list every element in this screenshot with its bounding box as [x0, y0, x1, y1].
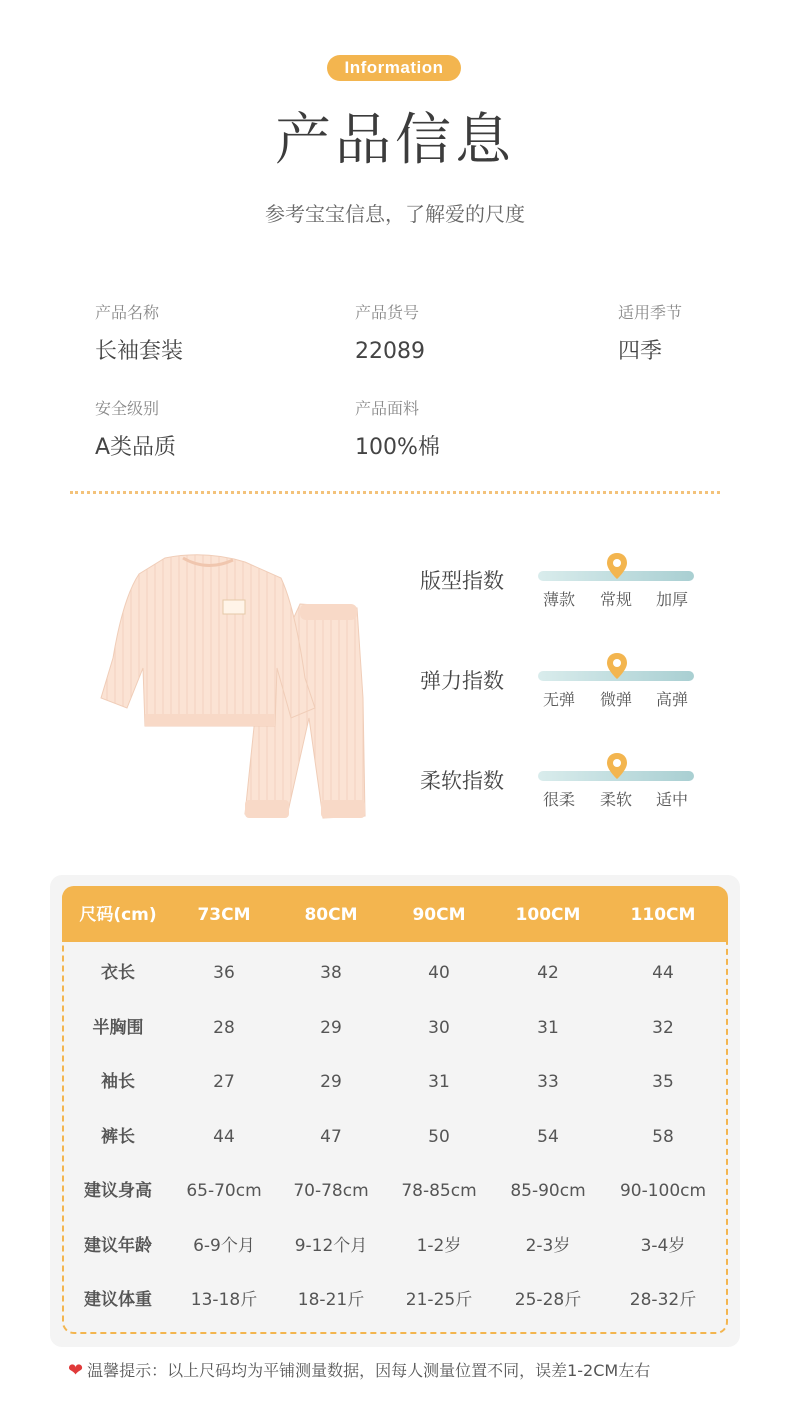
info-label-safety: 安全级别 — [95, 399, 160, 418]
table-cell: 85-90cm — [510, 1181, 586, 1201]
table-cell: 21-25斤 — [405, 1290, 473, 1310]
size-header-label: 尺码(cm) — [79, 905, 157, 925]
information-badge: Information — [327, 55, 461, 81]
table-cell: 50 — [428, 1127, 450, 1147]
info-label-name: 产品名称 — [95, 303, 160, 322]
size-header-80cm: 80CM — [304, 905, 358, 925]
index-softness-tick-high: 适中 — [655, 790, 688, 809]
table-cell: 9-12个月 — [294, 1236, 368, 1256]
page-title: 产品信息 — [275, 108, 515, 173]
table-cell: 28-32斤 — [629, 1290, 697, 1310]
table-row-label: 半胸围 — [92, 1018, 144, 1038]
table-row-label: 建议身高 — [84, 1181, 152, 1201]
table-cell: 13-18斤 — [190, 1290, 258, 1310]
index-softness-tick-low: 很柔 — [542, 790, 575, 809]
table-cell: 1-2岁 — [416, 1236, 462, 1256]
index-fit-tick-mid: 常规 — [599, 590, 632, 609]
index-fit-tick-high: 加厚 — [655, 590, 688, 609]
table-cell: 58 — [652, 1127, 674, 1147]
location-pin-icon — [606, 552, 628, 580]
table-row-label: 裤长 — [101, 1127, 135, 1147]
table-cell: 3-4岁 — [640, 1236, 686, 1256]
info-value-safety: A类品质 — [95, 435, 177, 460]
info-value-sku: 22089 — [355, 339, 425, 364]
table-cell: 36 — [213, 963, 235, 983]
page-subtitle: 参考宝宝信息，了解爱的尺度 — [265, 202, 525, 226]
size-tip — [68, 1358, 650, 1384]
table-cell: 78-85cm — [401, 1181, 477, 1201]
table-cell: 54 — [537, 1127, 559, 1147]
location-pin-icon — [606, 652, 628, 680]
table-row-label: 袖长 — [101, 1072, 135, 1092]
table-cell: 2-3岁 — [525, 1236, 571, 1256]
size-header-110cm: 110CM — [630, 905, 696, 925]
index-fit-name: 版型指数 — [420, 569, 504, 593]
table-row-label: 衣长 — [101, 963, 135, 983]
table-cell: 33 — [537, 1072, 559, 1092]
heart-icon: ❤ — [68, 1360, 84, 1381]
table-cell: 42 — [537, 963, 559, 983]
info-label-fabric: 产品面料 — [355, 399, 420, 418]
table-row-label: 建议体重 — [84, 1290, 152, 1310]
size-header-90cm: 90CM — [412, 905, 466, 925]
size-header-100cm: 100CM — [515, 905, 581, 925]
product-image — [95, 548, 375, 828]
table-cell: 65-70cm — [186, 1181, 262, 1201]
table-cell: 31 — [428, 1072, 450, 1092]
table-cell: 38 — [320, 963, 342, 983]
table-cell: 47 — [320, 1127, 342, 1147]
index-softness-tick-mid: 柔软 — [599, 790, 632, 809]
info-label-season: 适用季节 — [618, 303, 683, 322]
table-cell: 70-78cm — [293, 1181, 369, 1201]
table-cell: 40 — [428, 963, 450, 983]
table-cell: 28 — [213, 1018, 235, 1038]
dotted-divider — [70, 491, 720, 494]
index-elasticity-name: 弹力指数 — [420, 669, 504, 693]
table-cell: 27 — [213, 1072, 235, 1092]
table-cell: 44 — [652, 963, 674, 983]
table-cell: 29 — [320, 1018, 342, 1038]
info-value-fabric: 100%棉 — [355, 435, 440, 460]
info-label-sku: 产品货号 — [355, 303, 420, 322]
table-cell: 18-21斤 — [297, 1290, 365, 1310]
size-header-73cm: 73CM — [197, 905, 251, 925]
table-cell: 32 — [652, 1018, 674, 1038]
table-cell: 44 — [213, 1127, 235, 1147]
table-cell: 35 — [652, 1072, 674, 1092]
table-cell: 25-28斤 — [514, 1290, 582, 1310]
location-pin-icon — [606, 752, 628, 780]
index-elasticity-tick-mid: 微弹 — [599, 690, 632, 709]
table-cell: 31 — [537, 1018, 559, 1038]
table-cell: 29 — [320, 1072, 342, 1092]
index-elasticity-tick-high: 高弹 — [655, 690, 688, 709]
index-elasticity-tick-low: 无弹 — [542, 690, 575, 709]
table-row-label: 建议年龄 — [84, 1236, 152, 1256]
table-cell: 30 — [428, 1018, 450, 1038]
size-table-frame — [62, 886, 728, 1334]
info-value-season: 四季 — [618, 339, 663, 364]
index-fit-tick-low: 薄款 — [542, 590, 575, 609]
table-cell: 6-9个月 — [193, 1236, 255, 1256]
info-value-name: 长袖套装 — [95, 339, 184, 364]
table-cell: 90-100cm — [619, 1181, 707, 1201]
size-tip-text: 温馨提示：以上尺码均为平铺测量数据，因每人测量位置不同，误差1-2CM左右 — [87, 1361, 651, 1380]
index-softness-name: 柔软指数 — [420, 769, 504, 793]
